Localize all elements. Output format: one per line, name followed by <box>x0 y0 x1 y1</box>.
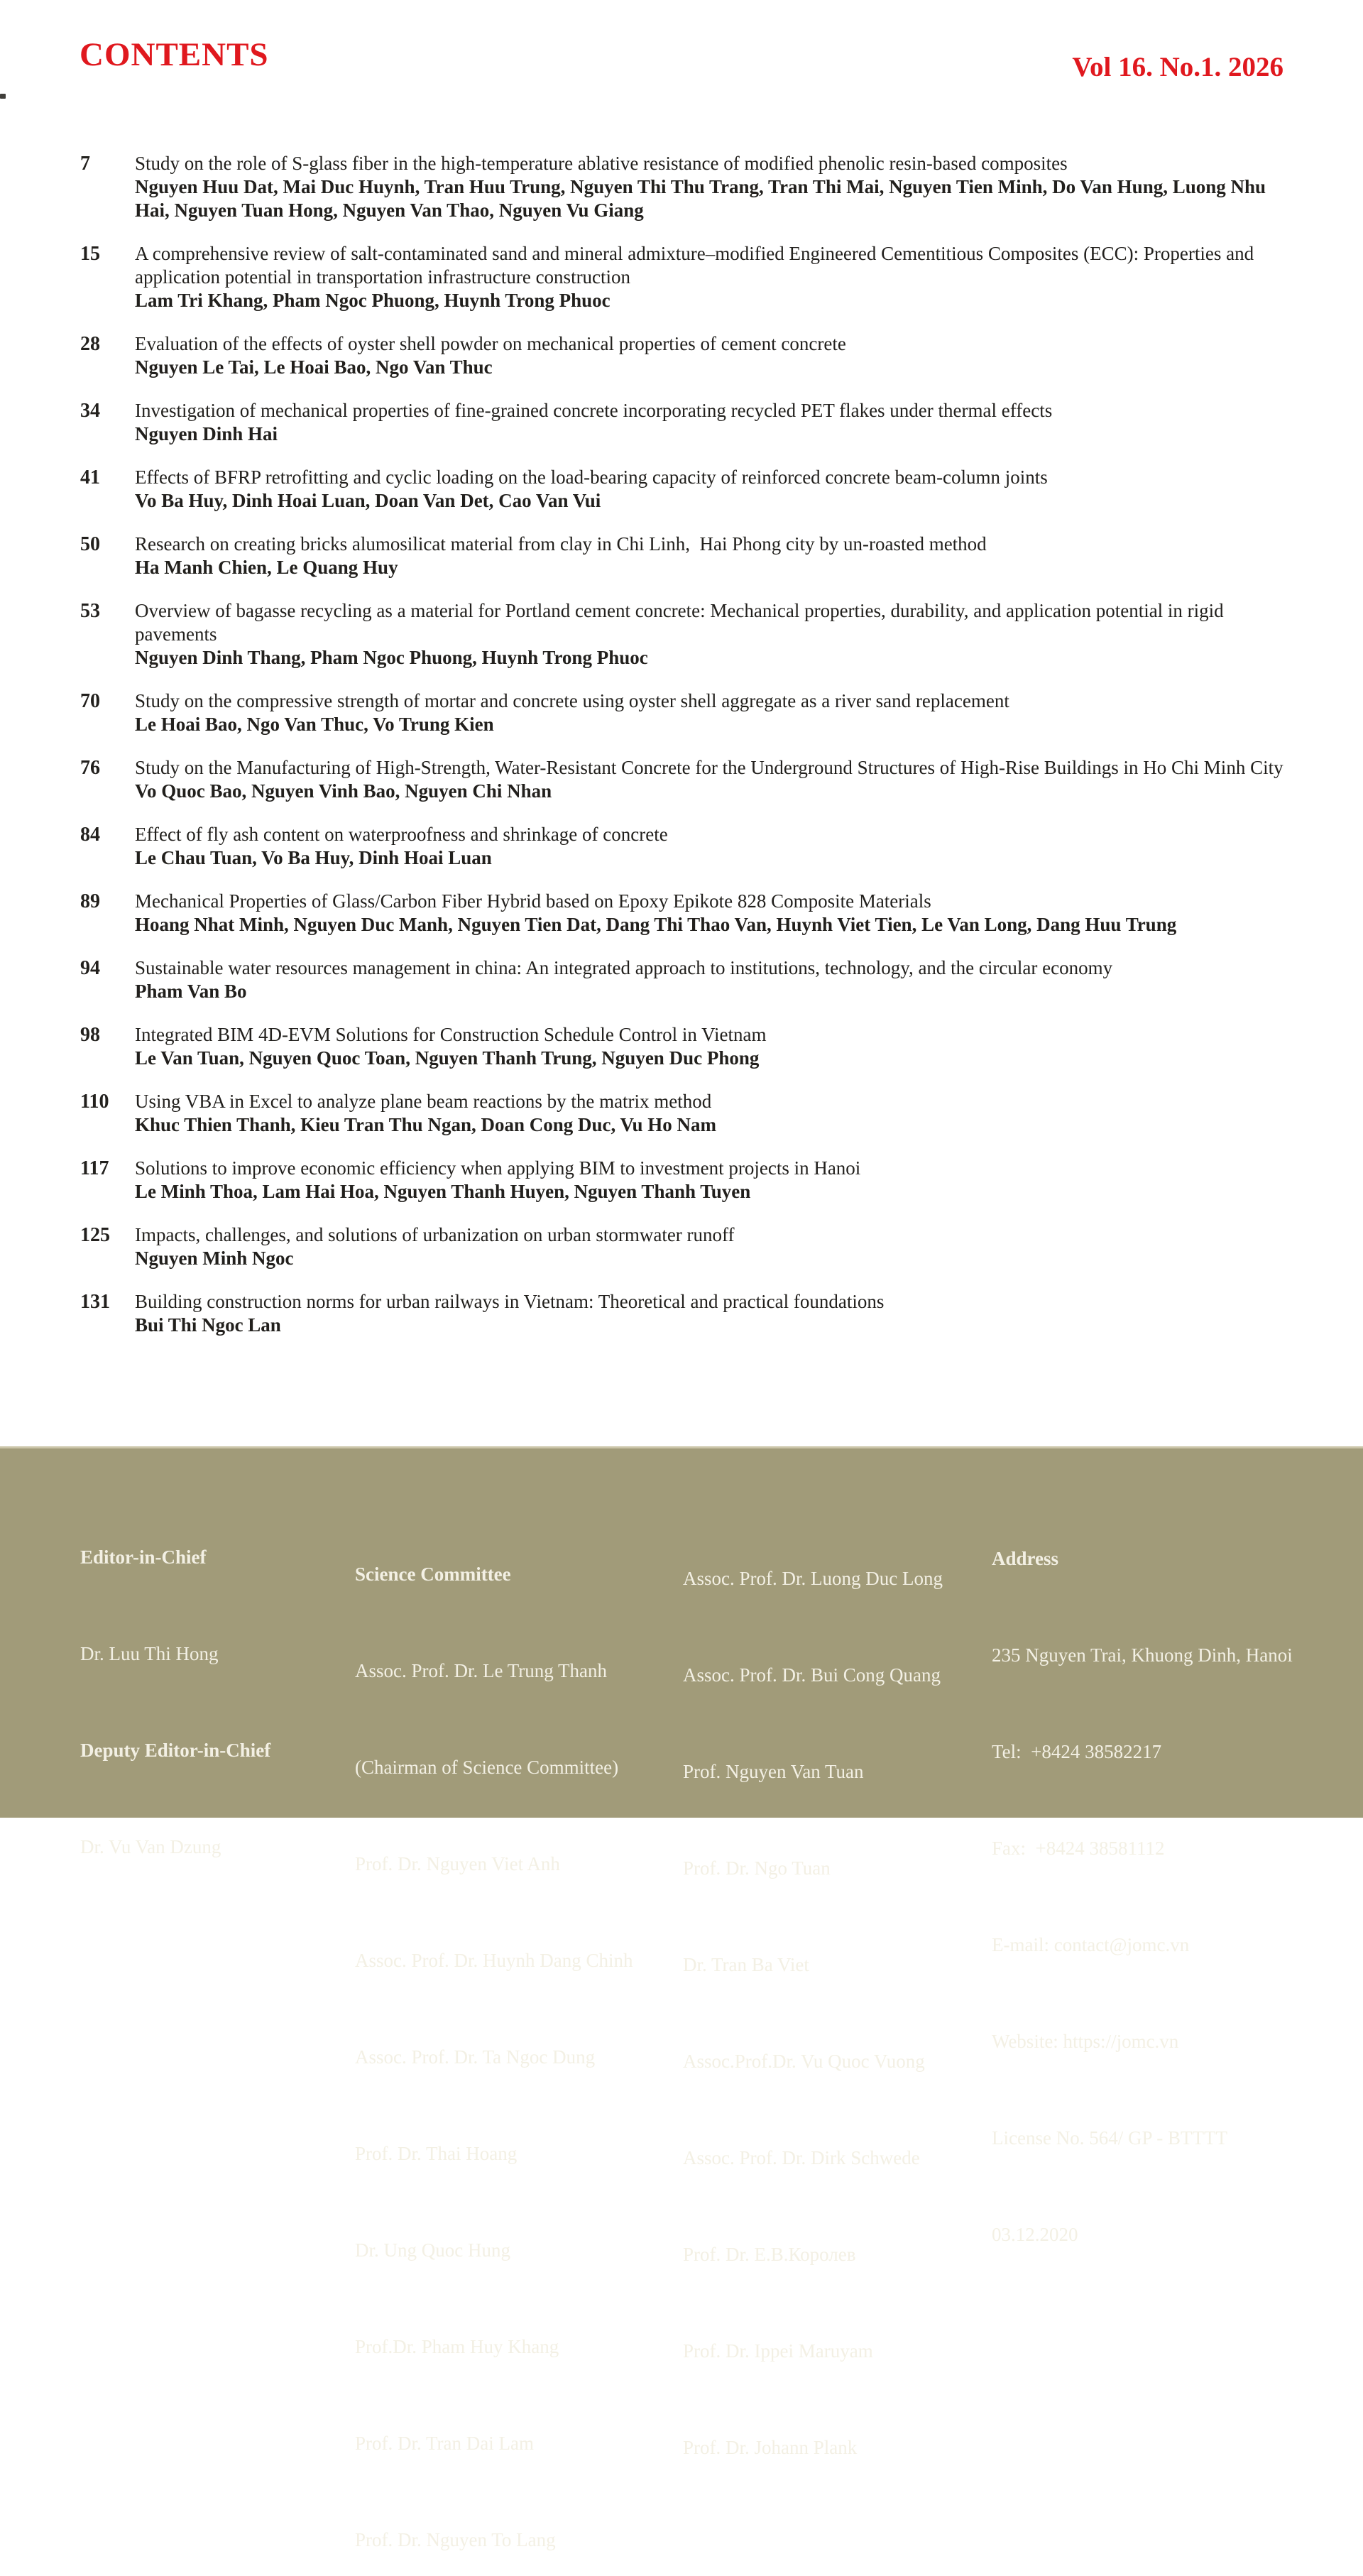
entry-authors: Nguyen Dinh Thang, Pham Ngoc Phuong, Huynh Trong Phuoc <box>135 647 648 668</box>
entry-title: Effect of fly ash content on waterproofness and shrinkage of concrete <box>135 824 668 845</box>
entry-title: Impacts, challenges, and solutions of urbanization on urban stormwater runoff <box>135 1224 735 1245</box>
entry-page-number: 70 <box>80 690 100 712</box>
entry-title: Overview of bagasse recycling as a material for Portland cement concrete: Mechanical properties, durability, and application potential in rigid pavements <box>135 600 1229 645</box>
footer-line: Prof. Dr. Nguyen Viet Anh <box>355 1853 560 1874</box>
entry-authors: Bui Thi Ngoc Lan <box>135 1314 281 1336</box>
entry-text <box>135 890 1285 937</box>
toc-entry <box>80 332 1291 379</box>
entry-title: Study on the role of S-glass fiber in the high-temperature ablative resistance of modified phenolic resin-based composites <box>135 153 1068 174</box>
entry-text <box>135 152 1285 222</box>
toc-entry <box>80 399 1291 446</box>
entry-text <box>135 956 1285 1003</box>
toc-entry <box>80 466 1291 513</box>
footer-line: Prof. Dr. Ngo Tuan <box>683 1857 831 1879</box>
entry-authors: Le Hoai Bao, Ngo Van Thuc, Vo Trung Kien <box>135 714 494 735</box>
entry-authors: Ha Manh Chien, Le Quang Huy <box>135 557 398 578</box>
entry-title: Using VBA in Excel to analyze plane beam reactions by the matrix method <box>135 1091 712 1112</box>
toc-entry <box>80 1090 1291 1137</box>
entry-authors: Vo Ba Huy, Dinh Hoai Luan, Doan Van Det, Cao Van Vui <box>135 490 601 511</box>
committee-continued-column <box>683 1518 992 2484</box>
footer-line: Prof. Dr. Tran Dai Lam <box>355 2433 534 2454</box>
entry-authors: Nguyen Le Tai, Le Hoai Bao, Ngo Van Thuc <box>135 356 493 378</box>
entry-title: Study on the Manufacturing of High-Strength, Water-Resistant Concrete for the Underground Structures of High-Rise Buildings in Ho Chi Minh City <box>135 757 1283 778</box>
entry-page-number: 117 <box>80 1157 109 1179</box>
footer-line: Prof. Dr. E.B.Королев <box>683 2244 856 2265</box>
entry-text <box>135 689 1285 736</box>
toc-entry <box>80 1157 1291 1204</box>
entry-page-number: 7 <box>80 153 90 175</box>
entry-title: Study on the compressive strength of mortar and concrete using oyster shell aggregate as a river sand replacement <box>135 690 1009 711</box>
toc-entry <box>80 956 1291 1003</box>
entry-authors: Le Chau Tuan, Vo Ba Huy, Dinh Hoai Luan <box>135 847 492 868</box>
toc-entry <box>80 533 1291 579</box>
footer-line: Prof. Nguyen Van Tuan <box>683 1761 864 1782</box>
footer-line: Prof. Dr. Johann Plank <box>683 2437 858 2458</box>
toc-entry <box>80 890 1291 937</box>
entry-title: Solutions to improve economic efficiency when applying BIM to investment projects in Hanoi <box>135 1157 861 1179</box>
toc-entry <box>80 1223 1291 1270</box>
entry-title: Integrated BIM 4D-EVM Solutions for Construction Schedule Control in Vietnam <box>135 1024 767 1045</box>
entry-authors: Khuc Thien Thanh, Kieu Tran Thu Ngan, Doan Cong Duc, Vu Ho Nam <box>135 1114 717 1135</box>
entry-text <box>135 823 1285 870</box>
entry-text <box>135 756 1285 803</box>
toc-entry <box>80 1023 1291 1070</box>
entry-title: Evaluation of the effects of oyster shell powder on mechanical properties of cement concrete <box>135 333 846 354</box>
footer-line: Assoc.Prof.Dr. Vu Quoc Vuong <box>683 2051 925 2072</box>
entry-title: Building construction norms for urban railways in Vietnam: Theoretical and practical foundations <box>135 1291 885 1312</box>
footer-line: Assoc. Prof. Dr. Huynh Dang Chinh <box>355 1950 633 1971</box>
footer-line: Deputy Editor-in-Chief <box>80 1740 271 1761</box>
issue-label: Vol 16. No.1. 2026 <box>1072 52 1283 82</box>
entry-text <box>135 399 1285 446</box>
toc-entry <box>80 152 1291 222</box>
entry-authors: Pham Van Bo <box>135 981 247 1002</box>
entry-page-number: 50 <box>80 533 100 555</box>
entry-title: Research on creating bricks alumosilicat material from clay in Chi Linh, Hai Phong city by un-roasted method <box>135 533 987 555</box>
toc-entry <box>80 599 1291 670</box>
entry-authors: Le Minh Thoa, Lam Hai Hoa, Nguyen Thanh Huyen, Nguyen Thanh Tuyen <box>135 1181 751 1202</box>
entry-text <box>135 1157 1285 1204</box>
footer-line: Dr. Tran Ba Viet <box>683 1954 809 1975</box>
entry-text <box>135 242 1285 312</box>
entry-text <box>135 533 1285 579</box>
footer-line: (Chairman of Science Committee) <box>355 1757 619 1778</box>
toc-entry <box>80 689 1291 736</box>
footer-line: Address <box>992 1548 1059 1569</box>
entry-page-number: 28 <box>80 333 100 355</box>
entry-page-number: 15 <box>80 243 100 265</box>
entry-text <box>135 332 1285 379</box>
footer-line: Dr. Ung Quoc Hung <box>355 2239 510 2261</box>
entry-title: A comprehensive review of salt-contaminated sand and mineral admixture–modified Engineered Cementitious Composites (ECC): Properties and application potential in transportation infrastructure construction <box>135 243 1259 288</box>
entry-page-number: 89 <box>80 890 100 912</box>
footer-line: Prof. Dr. Nguyen To Lang <box>355 2529 556 2550</box>
entry-page-number: 76 <box>80 757 100 779</box>
footer-line: Prof.Dr. Pham Huy Khang <box>355 2336 559 2357</box>
entry-text <box>135 466 1285 513</box>
entry-page-number: 125 <box>80 1224 110 1246</box>
footer-line: 235 Nguyen Trai, Khuong Dinh, Hanoi <box>992 1644 1293 1666</box>
entry-text <box>135 1090 1285 1137</box>
entry-text <box>135 599 1285 670</box>
footer-line: Dr. Vu Van Dzung <box>80 1836 221 1857</box>
address-column <box>992 1498 1347 2271</box>
entry-text <box>135 1023 1285 1070</box>
footer-line: Assoc. Prof. Dr. Le Trung Thanh <box>355 1660 608 1681</box>
footer-line: Assoc. Prof. Dr. Ta Ngoc Dung <box>355 2046 596 2068</box>
entry-authors: Nguyen Dinh Hai <box>135 423 278 444</box>
toc-entry <box>80 756 1291 803</box>
footer-line: Prof. Dr. Thai Hoang <box>355 2143 518 2164</box>
entry-page-number: 110 <box>80 1091 109 1113</box>
toc-list <box>80 152 1291 1357</box>
entry-authors: Nguyen Huu Dat, Mai Duc Huynh, Tran Huu Trung, Nguyen Thi Thu Trang, Tran Thi Mai, Nguyen Tien Minh, Do Van Hung, Luong Nhu Hai, Nguyen Tuan Hong, Nguyen Van Thao, Nguyen Vu Giang <box>135 176 1271 221</box>
footer-line: Tel: +8424 38582217 <box>992 1741 1162 1762</box>
entry-page-number: 131 <box>80 1291 110 1313</box>
entry-authors: Le Van Tuan, Nguyen Quoc Toan, Nguyen Thanh Trung, Nguyen Duc Phong <box>135 1047 760 1069</box>
entry-page-number: 53 <box>80 600 100 622</box>
footer-panel <box>0 1446 1363 2550</box>
toc-entry <box>80 242 1291 312</box>
toc-entry <box>80 823 1291 870</box>
entry-text <box>135 1223 1285 1270</box>
footer-line: Assoc. Prof. Dr. Dirk Schwede <box>683 2147 920 2168</box>
footer-line: Website: https://jomc.vn <box>992 2031 1179 2052</box>
entry-page-number: 94 <box>80 957 100 979</box>
entry-authors: Lam Tri Khang, Pham Ngoc Phuong, Huynh Trong Phuoc <box>135 290 611 311</box>
entry-title: Effects of BFRP retrofitting and cyclic loading on the load-bearing capacity of reinforced concrete beam-column joints <box>135 466 1048 488</box>
entry-title: Mechanical Properties of Glass/Carbon Fiber Hybrid based on Epoxy Epikote 828 Composite Materials <box>135 890 931 912</box>
entry-page-number: 34 <box>80 400 100 422</box>
entry-authors: Hoang Nhat Minh, Nguyen Duc Manh, Nguyen Tien Dat, Dang Thi Thao Van, Huynh Viet Tien, Le Van Long, Dang Huu Trung <box>135 914 1177 935</box>
entry-authors: Nguyen Minh Ngoc <box>135 1248 294 1269</box>
scan-artifact <box>0 94 6 99</box>
entry-authors: Vo Quoc Bao, Nguyen Vinh Bao, Nguyen Chi Nhan <box>135 780 552 802</box>
footer-line: Prof. Dr. Ippei Maruyam <box>683 2340 873 2362</box>
entry-page-number: 41 <box>80 466 100 489</box>
footer-line: Science Committee <box>355 1563 511 1585</box>
entry-page-number: 84 <box>80 824 100 846</box>
entry-title: Investigation of mechanical properties of fine-grained concrete incorporating recycled PET flakes under thermal effects <box>135 400 1053 421</box>
science-committee-column <box>355 1514 685 2576</box>
entry-page-number: 98 <box>80 1024 100 1046</box>
editorial-column <box>80 1497 350 1883</box>
footer-line: Fax: +8424 38581112 <box>992 1838 1165 1859</box>
footer-line: Dr. Luu Thi Hong <box>80 1643 219 1664</box>
entry-title: Sustainable water resources management in china: An integrated approach to institutions, technology, and the circular economy <box>135 957 1113 978</box>
footer-line: License No. 564/ GP - BTTTT <box>992 2127 1227 2149</box>
page-title: CONTENTS <box>80 36 269 73</box>
footer-line: 03.12.2020 <box>992 2224 1078 2245</box>
footer-line: Editor-in-Chief <box>80 1546 207 1568</box>
entry-text <box>135 1290 1285 1337</box>
footer-line: Assoc. Prof. Dr. Bui Cong Quang <box>683 1664 941 1686</box>
footer-line: Assoc. Prof. Dr. Luong Duc Long <box>683 1568 943 1589</box>
footer-line: E-mail: contact@jomc.vn <box>992 1934 1190 1955</box>
toc-entry <box>80 1290 1291 1337</box>
